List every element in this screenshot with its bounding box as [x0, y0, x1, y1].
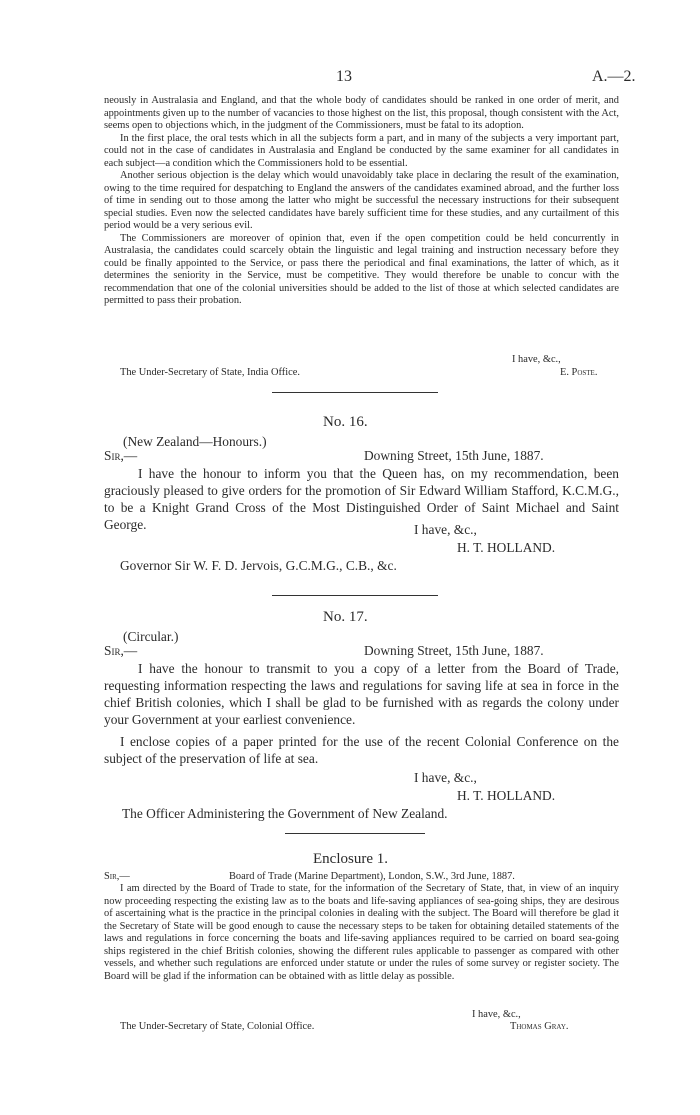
paragraph: The Commissioners are moreover of opinion that, even if the open competition could be held concurrently in Australasia, the candidates could scarcely obtain the linguistic and legal training and instruction necessary before they could be finally appointed to the Service, or pass there the periodical and final examinations, the latter of which, as it determines the seniority in the Service, must be competitive. They would therefore be unable to concur with the recommendation that one of the colonial universities should be added to the list of those at which selected candidates are permitted to pass their probation. — [104, 232, 619, 306]
section-divider — [285, 833, 425, 834]
addressee: Governor Sir W. F. D. Jervois, G.C.M.G., C.B., &c. — [120, 558, 397, 573]
place-date: Downing Street, 15th June, 1887. — [364, 643, 544, 658]
salutation: Sir,— — [104, 643, 138, 658]
paragraph: In the first place, the oral tests which in all the subjects form a part, and in many of the subjects a very important part, could not in the case of candidates in Australasia and England be conducted by the same examiner for all candidates in each subject—a condition which the Commissioners hold to be essential. — [104, 132, 619, 169]
paragraph: Another serious objection is the delay which would unavoidably take place in declaring the result of the examination, owing to the time required for despatching to England the answers of the candidates examined abroad, and the further loss of time in sending out to those among the latter who might be successful the necessary instructions for their subsequent special studies. Even now the selected candidates have barely sufficient time for these studies, and any curtailment of this period would be a very serious evil. — [104, 170, 619, 231]
closing: I have, &c., — [512, 354, 561, 365]
salutation: Sir,— — [104, 871, 130, 882]
addressee: The Officer Administering the Government of New Zealand. — [122, 806, 448, 821]
signature: H. T. HOLLAND. — [457, 540, 556, 555]
letter-body: I have the honour to transmit to you a copy of a letter from the Board of Trade, requesting information respecting the laws and regulations for saving life at sea in force in the chief British colonies, which I shall be glad to be furnished with as regards the colony under your Government at your earliest convenience. — [104, 661, 619, 727]
closing: I have, &c., — [472, 1009, 521, 1020]
page-number: 13 — [336, 68, 352, 85]
addressee: The Under-Secretary of State, India Office. — [120, 367, 300, 378]
paragraph: neously in Australasia and England, and that the whole body of candidates should be ranked in one order of merit, and appointments given up to the number of vacancies to those highest on the list, this proposal, though consistent with the Act, seems open to objections which, in the judgment of the Commissioners, must be fatal to its adoption. — [104, 95, 619, 131]
place-date: Board of Trade (Marine Department), London, S.W., 3rd June, 1887. — [229, 871, 515, 882]
signature: E. Poste. — [560, 367, 598, 378]
section-divider — [272, 595, 438, 596]
closing: I have, &c., — [414, 522, 477, 537]
letter-body: I enclose copies of a paper printed for the use of the recent Colonial Conference on the subject of the preservation of life at sea. — [104, 734, 619, 766]
letter-subject: (Circular.) — [123, 629, 179, 644]
addressee: The Under-Secretary of State, Colonial Office. — [120, 1021, 315, 1032]
letter-body: I have the honour to inform you that the Queen has, on my recommendation, been graciously pleased to give orders for the promotion of Sir Edward William Stafford, K.C.M.G., to be a Knight Grand Cross of the Most Distinguished Order of Saint Michael and Saint George. — [104, 466, 619, 532]
enclosure-body: I am directed by the Board of Trade to state, for the information of the Secretary of State, that, in view of an inquiry now proceeding respecting the existing law as to the boats and life-saving appliances of sea-going ships, they are desirous of ascertaining what is the practice in the principal colonies in dealing with the subject. The Board will therefore be glad it the Secretary of State will be good enough to cause the necessary steps to be taken for obtaining detailed statements of the laws and regulations in force concerning the boats and life-saving appliances required to be carried on board sea-going ships registered in the chief British colonies, showing the different rules applicable to passenger as compared with other vessels, and whether such regulations are enforced under statute or under the rules of some survey or register society. The Board will be glad if the information can be obtained with as little delay as possible. — [104, 883, 619, 982]
letter-subject: (New Zealand—Honours.) — [123, 434, 267, 449]
section-divider — [272, 392, 438, 393]
letter-1-body — [104, 95, 619, 308]
enclosure-title: Enclosure 1. — [313, 851, 388, 867]
signature: H. T. HOLLAND. — [457, 788, 556, 803]
place-date: Downing Street, 15th June, 1887. — [364, 448, 544, 463]
closing: I have, &c., — [414, 770, 477, 785]
salutation: Sir,— — [104, 448, 138, 463]
letter-number: No. 17. — [323, 609, 368, 625]
letter-number: No. 16. — [323, 414, 368, 430]
signature: Thomas Gray. — [510, 1021, 569, 1032]
document-reference: A.—2. — [592, 68, 636, 85]
